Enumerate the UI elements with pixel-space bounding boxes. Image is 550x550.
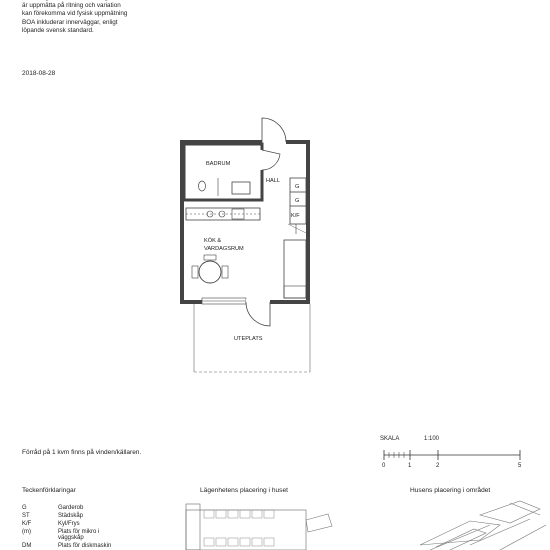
legend-desc: Plats för mikro i väggskåp: [58, 529, 100, 542]
area-placement-map: [410, 495, 548, 550]
legend-desc: Kyl/Frys: [58, 521, 80, 527]
scale-tick-1: 1: [408, 463, 412, 469]
legend-code: ST: [22, 513, 30, 519]
room-label-kitchen-1: KÖK &: [204, 238, 222, 244]
scale-tick-0: 0: [382, 463, 386, 469]
area-placement-title: Husens placering i området: [410, 487, 491, 494]
toilet: [199, 181, 206, 191]
room-label-kitchen-2: VARDAGSRUM: [204, 246, 244, 252]
sink: [232, 182, 250, 194]
legend-code: K/F: [22, 521, 32, 527]
building-placement-map: [180, 500, 340, 550]
scale-ruler: [378, 446, 528, 464]
storage-note: Förråd på 1 kvm finns på vinden/källaren.: [22, 449, 142, 456]
legend-code: G: [22, 505, 27, 511]
legend-code: DM: [22, 543, 32, 549]
legend-title: Teckenförklaringar: [22, 487, 76, 494]
scale-tick-2: 2: [436, 463, 440, 469]
room-label-bathroom: BADRUM: [206, 161, 231, 167]
cabinet-label-2: G: [295, 198, 300, 204]
legend-code: (m): [22, 529, 31, 535]
legend-desc: Städskåp: [58, 513, 84, 519]
plan-date: 2018-08-28: [22, 70, 56, 77]
sofa: [284, 240, 306, 298]
scale-label: SKALA: [380, 436, 400, 442]
legend-desc: Plats för diskmaskin: [58, 543, 112, 549]
building-placement-title: Lägenhetens placering i huset: [200, 487, 288, 494]
legend-desc: Garderob: [58, 505, 84, 511]
floor-plan: [170, 110, 330, 380]
scale-ratio: 1:100: [424, 436, 440, 442]
cabinet-label-3: K/F: [291, 213, 300, 219]
measurement-note: är uppmätta på ritning och variation kan förekomma vid fysisk uppmätning BOA inkluderar innerväggar, enligt löpande svensk standard.: [22, 2, 128, 34]
patio-door: [246, 302, 270, 326]
entrance-door: [262, 118, 286, 142]
scale-tick-5: 5: [518, 463, 522, 469]
scale-bar: [378, 436, 528, 472]
dining-table: [199, 261, 221, 283]
cabinet-label-1: G: [295, 184, 300, 190]
room-label-patio: UTEPLATS: [234, 336, 263, 342]
room-label-hall: HALL: [266, 178, 280, 184]
